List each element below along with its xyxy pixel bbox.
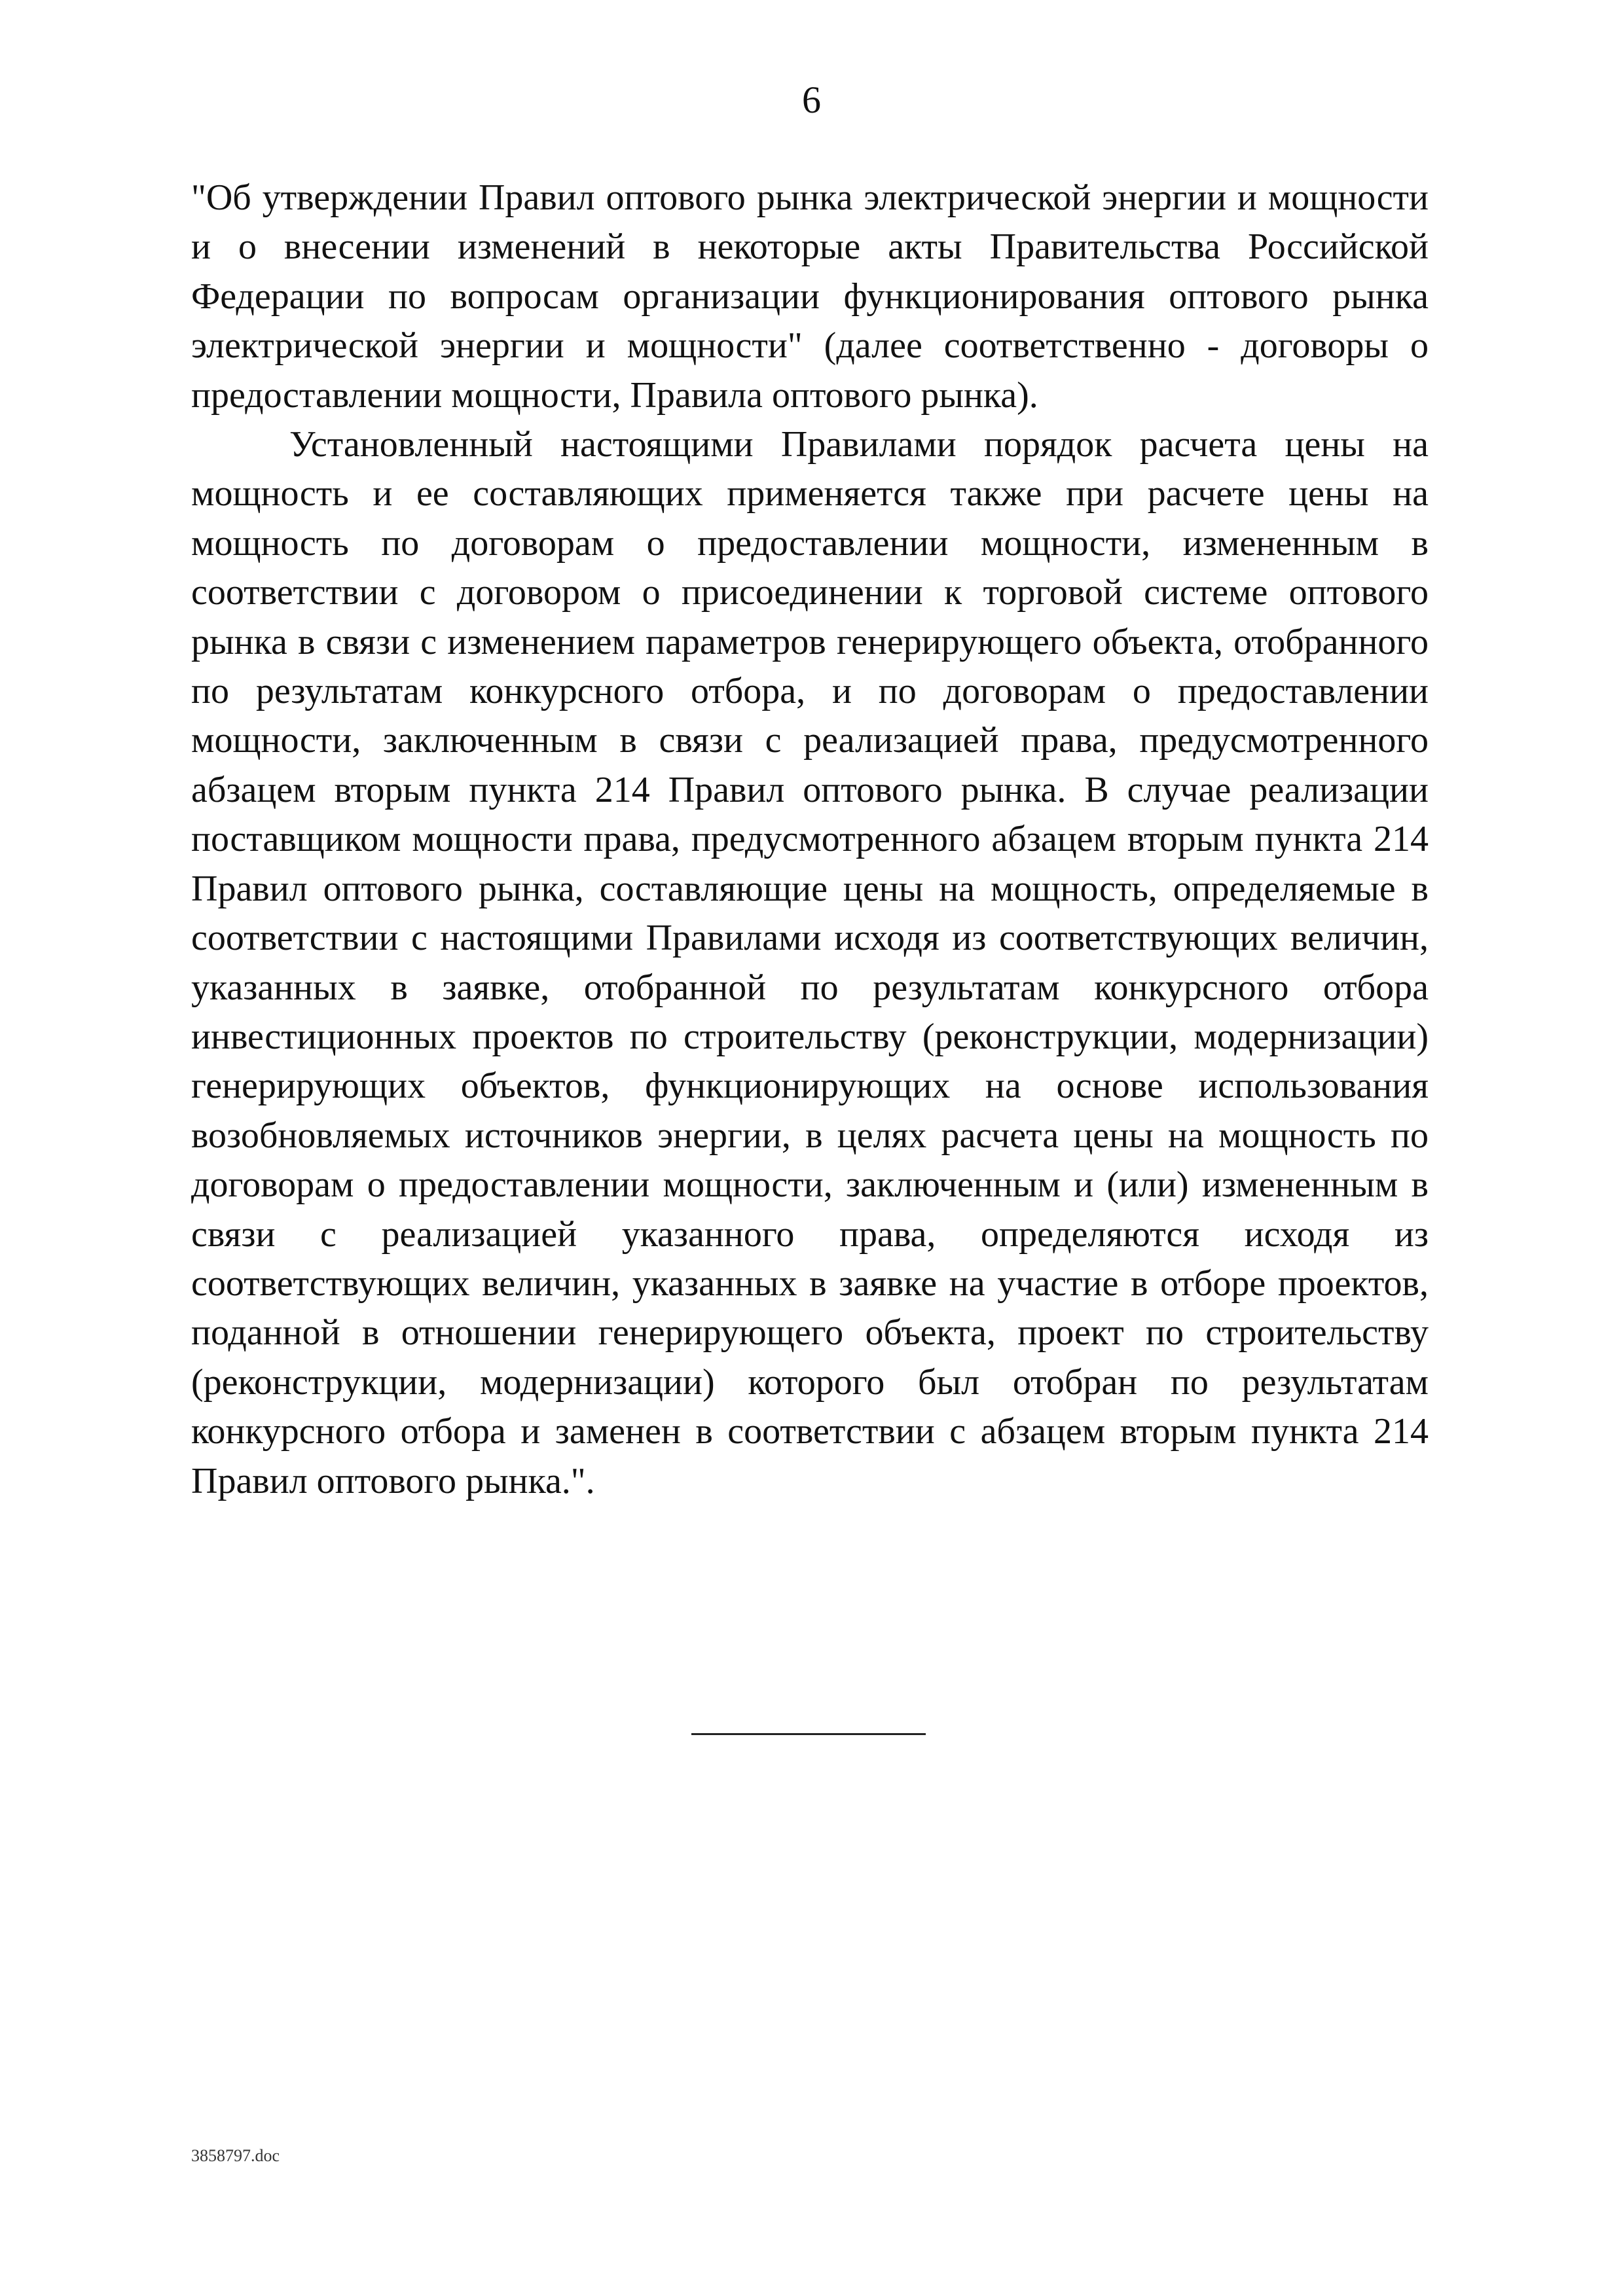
document-body xyxy=(191,173,1429,1506)
end-separator-line xyxy=(691,1733,926,1735)
paragraph-pricing-rules: Установленный настоящими Правилами порядок расчета цены на мощность и ее составляющих применяется также при расчете цены на мощность по договорам о предоставлении мощности, измененным в соответствии с договором о присоединении к торговой системе оптового рынка в связи с изменением параметров генерирующего объекта, отобранного по результатам конкурсного отбора, и по договорам о предоставлении мощности, заключенным в связи с реализацией права, предусмотренного абзацем вторым пункта 214 Правил оптового рынка. В случае реализации поставщиком мощности права, предусмотренного абзацем вторым пункта 214 Правил оптового рынка, составляющие цены на мощность, определяемые в соответствии с настоящими Правилами исходя из соответствующих величин, указанных в заявке, отобранной по результатам конкурсного отбора инвестиционных проектов по строительству (реконструкции, модернизации) генерирующих объектов, функционирующих на основе использования возобновляемых источников энергии, в целях расчета цены на мощность по договорам о предоставлении мощности, заключенным и (или) измененным в связи с реализацией указанного права, определяются исходя из соответствующих величин, указанных в заявке на участие в отборе проектов, поданной в отношении генерирующего объекта, проект по строительству (реконструкции, модернизации) которого был отобран по результатам конкурсного отбора и заменен в соответствии с абзацем вторым пункта 214 Правил оптового рынка.". xyxy=(191,424,1429,1501)
page-number: 6 xyxy=(802,79,821,121)
paragraph-continuation: "Об утверждении Правил оптового рынка электрической энергии и мощности и о внесении изменений в некоторые акты Правительства Российской Федерации по вопросам организации функционирования оптового рынка электрической энергии и мощности" (далее соответственно - договоры о предоставлении мощности, Правила оптового рынка). xyxy=(191,177,1429,416)
document-file-id: 3858797.doc xyxy=(191,2146,280,2165)
